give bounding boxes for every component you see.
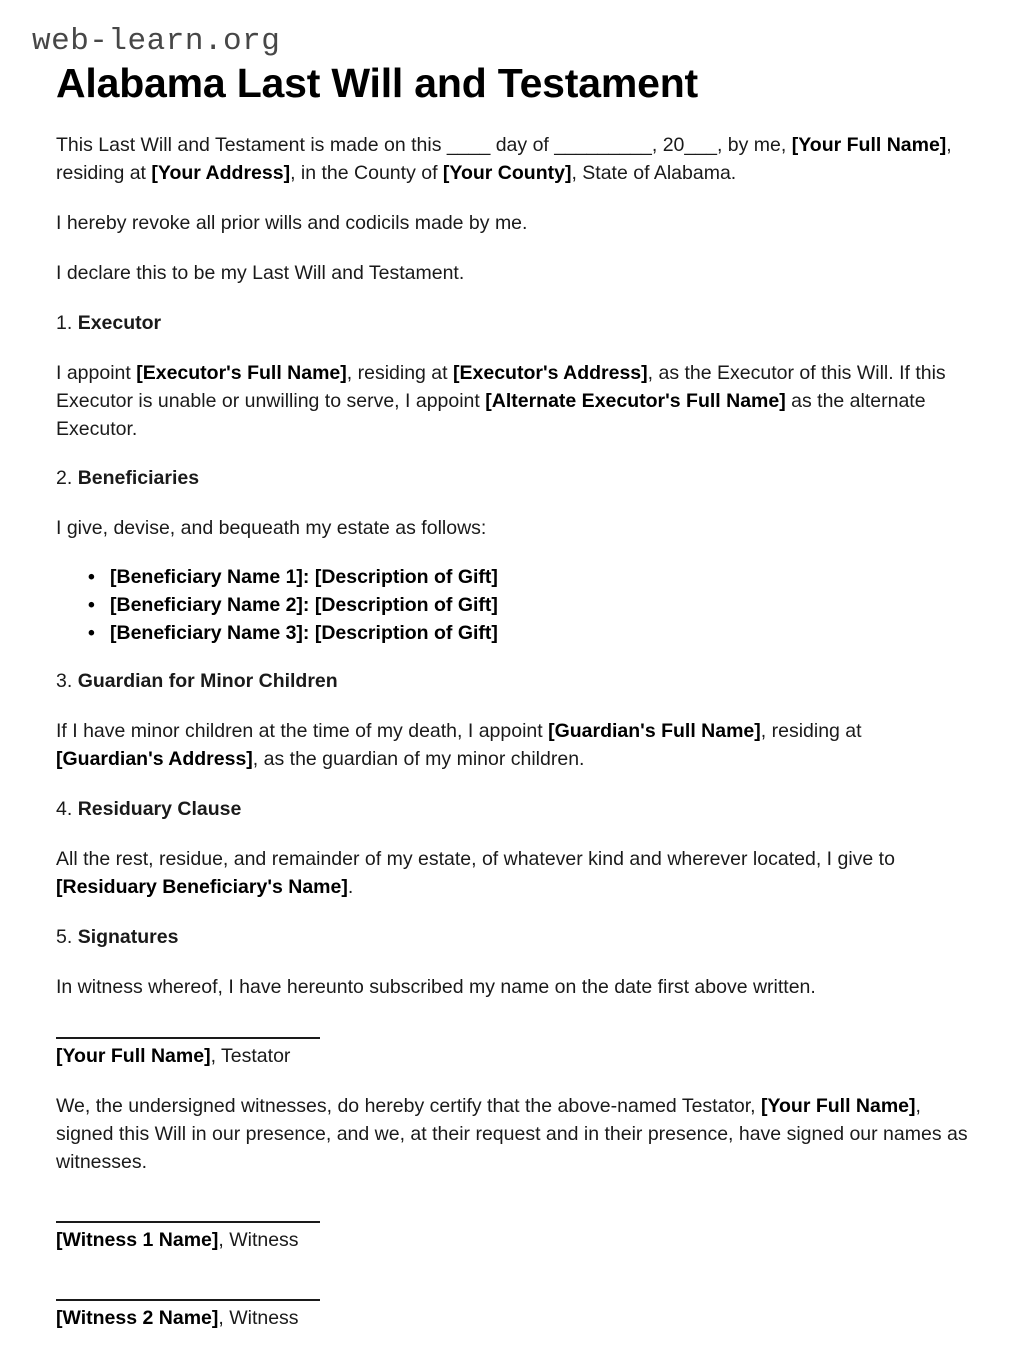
section-number: 5.: [56, 925, 73, 948]
intro-text-3: , 20: [651, 134, 685, 157]
witness-statement-paragraph: In witness whereof, I have hereunto subscribed my name on the date first above written.: [56, 975, 816, 998]
declaration-paragraph: I declare this to be my Last Will and Testament.: [56, 262, 465, 285]
section-heading-residuary: [56, 796, 968, 824]
signature-line: [56, 1221, 320, 1223]
placeholder-your-full-name: [Your Full Name]: [791, 134, 947, 157]
section-title: Signatures: [77, 925, 179, 948]
executor-text-4: as the alternate Executor.: [56, 389, 926, 440]
blank-year: ___: [684, 134, 717, 157]
section-heading-executor: [56, 310, 968, 338]
list-item: • [Beneficiary Name 1]: [Description of Gift]: [56, 565, 968, 591]
site-watermark: web-learn.org: [32, 24, 281, 59]
intro-text-5: , residing at: [56, 134, 952, 185]
residuary-text-2: .: [347, 875, 354, 898]
blank-month: _________: [554, 134, 652, 157]
witness2-role: , Witness: [218, 1306, 299, 1329]
section-title: Executor: [77, 311, 162, 334]
residuary-text-1: All the rest, residue, and remainder of my estate, of whatever kind and wherever located, I give to: [56, 847, 895, 870]
page-title: Alabama Last Will and Testament: [56, 59, 698, 106]
signature-line: [56, 1037, 320, 1039]
section-number: 3.: [56, 670, 73, 693]
section-heading-guardian: [56, 668, 968, 696]
placeholder-guardian-full-name: [Guardian's Full Name]: [548, 720, 761, 743]
section-title: Guardian for Minor Children: [77, 670, 338, 693]
witness1-role: , Witness: [218, 1228, 299, 1251]
attestation-text-1: We, the undersigned witnesses, do hereby certify that the above-named Testator,: [56, 1095, 761, 1118]
placeholder-witness1-name: [Witness 1 Name]: [56, 1228, 219, 1251]
section-heading-beneficiaries: [56, 465, 968, 493]
testator-signature-label: [56, 1043, 968, 1071]
placeholder-testator-name: [Your Full Name]: [56, 1045, 211, 1068]
witness2-signature-block: [56, 1299, 968, 1333]
section-number: 2.: [56, 467, 73, 490]
section-title: Residuary Clause: [77, 798, 242, 821]
intro-text-1: This Last Will and Testament is made on this: [56, 134, 447, 157]
placeholder-executor-full-name: [Executor's Full Name]: [136, 361, 347, 384]
placeholder-residuary-beneficiary-name: [Residuary Beneficiary's Name]: [56, 875, 348, 898]
intro-text-4: , by me,: [716, 134, 792, 157]
blank-day: ____: [446, 134, 491, 157]
testator-signature-block: [56, 1037, 968, 1071]
signature-line: [56, 1299, 320, 1301]
guardian-paragraph: [56, 718, 968, 774]
executor-text-3: , as the Executor of this Will. If this Executor is unable or unwilling to serve, I appoint: [56, 361, 946, 412]
witness1-signature-label: [56, 1227, 968, 1255]
placeholder-executor-address: [Executor's Address]: [453, 361, 648, 384]
placeholder-attestation-testator-name: [Your Full Name]: [760, 1095, 916, 1118]
placeholder-guardian-address: [Guardian's Address]: [56, 748, 253, 771]
placeholder-witness2-name: [Witness 2 Name]: [56, 1306, 219, 1329]
residuary-paragraph: [56, 846, 968, 902]
placeholder-your-county: [Your County]: [442, 162, 572, 185]
attestation-text-2: , signed this Will in our presence, and we, at their request and in their presence, have signed our names as witnesses.: [56, 1095, 968, 1174]
placeholder-alternate-executor-name: [Alternate Executor's Full Name]: [485, 389, 786, 412]
executor-text-1: I appoint: [56, 361, 137, 384]
intro-paragraph: [56, 132, 968, 188]
attestation-paragraph: [56, 1093, 968, 1177]
list-item: • [Beneficiary Name 3]: [Description of Gift]: [56, 621, 968, 647]
witness1-signature-block: [56, 1221, 968, 1255]
guardian-text-1: If I have minor children at the time of my death, I appoint: [56, 720, 549, 743]
executor-text-2: , residing at: [346, 361, 453, 384]
intro-text-2: day of: [490, 134, 555, 157]
section-heading-signatures: [56, 924, 968, 952]
intro-text-6: , in the County of: [290, 162, 443, 185]
beneficiary-gift-list: [56, 565, 968, 646]
placeholder-your-address: [Your Address]: [151, 162, 291, 185]
document-body: [0, 132, 1025, 1332]
intro-text-7: , State of Alabama.: [571, 162, 737, 185]
list-item: • [Beneficiary Name 2]: [Description of Gift]: [56, 593, 968, 619]
beneficiaries-lead: I give, devise, and bequeath my estate as follows:: [56, 517, 487, 540]
section-title: Beneficiaries: [77, 467, 200, 490]
executor-paragraph: [56, 360, 968, 444]
testator-role: , Testator: [210, 1045, 291, 1068]
guardian-text-3: , as the guardian of my minor children.: [252, 748, 585, 771]
section-number: 1.: [56, 311, 73, 334]
section-number: 4.: [56, 798, 73, 821]
guardian-text-2: , residing at: [760, 720, 862, 743]
revocation-paragraph: I hereby revoke all prior wills and codicils made by me.: [56, 212, 528, 235]
witness2-signature-label: [56, 1305, 968, 1333]
